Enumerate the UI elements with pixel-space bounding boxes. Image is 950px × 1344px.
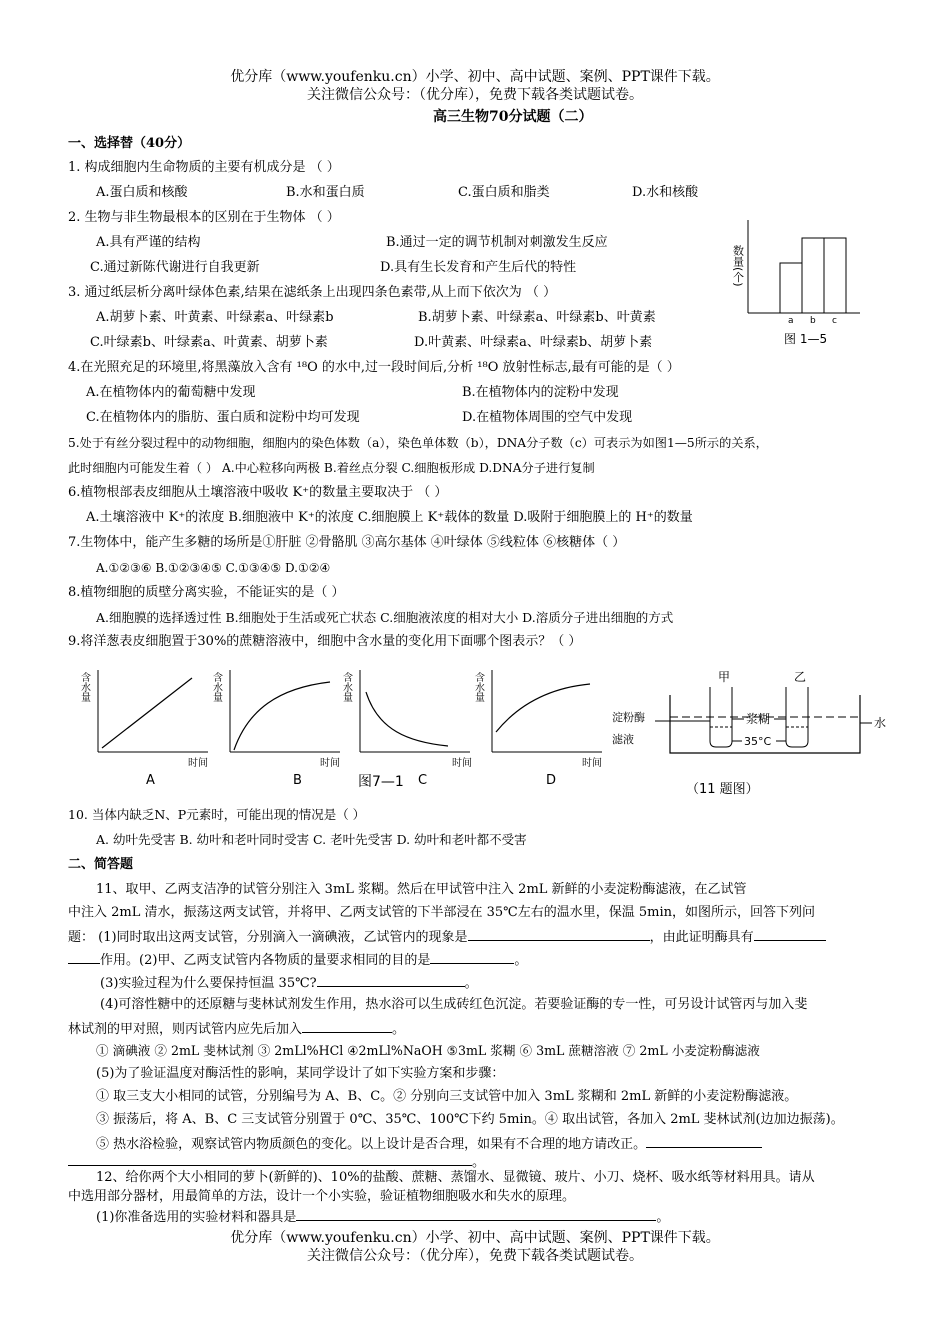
q8-options: A.细胞膜的选择透过性 B.细胞处于生活或死亡状态 C.细胞液浓度的相对大小 D.溶质分子进出细胞的方式 <box>96 610 674 625</box>
q2-stem: 2. 生物与非生物最根本的区别在于生物体 （ ） <box>68 210 340 225</box>
q2-option-d: D.具有生长发育和产生后代的特性 <box>380 260 577 275</box>
graph-c <box>341 670 473 788</box>
q5-line-2: 此时细胞内可能发生着（ ） A.中心粒移向两极 B.着丝点分裂 C.细胞板形成 D.DNA分子进行复制 <box>68 461 595 475</box>
q11-para-11: ③ 振荡后，将 A、B、C 三支试管分别置于 0℃、35℃、100℃下约 5min。④ 取出试管，各加入 2mL 斐林试剂(边加边振荡)。 <box>96 1112 844 1127</box>
section-choice-heading: 一、选择替（40分） <box>68 136 191 151</box>
fig11-paste: 浆糊 <box>746 712 771 726</box>
q4-option-c: C.在植物体内的脂肪、蛋白质和淀粉中均可发现 <box>86 410 360 425</box>
q4-option-d: D.在植物体周围的空气中发现 <box>462 410 633 425</box>
fig11-temp: 35°C <box>744 735 772 748</box>
q11-q4-text: 林试剂的甲对照，则丙试管内应先后加入 <box>68 1022 303 1037</box>
graph-a <box>79 670 209 788</box>
graph-a-label: A <box>146 773 155 788</box>
q11-q1-blank[interactable] <box>468 926 650 941</box>
graph-c-xlabel: 时间 <box>452 758 472 769</box>
fig15-bar-c <box>824 238 846 313</box>
q12-para-1: 12、给你两个大小相同的萝卜(新鲜的)、10%的盐酸、蔗糖、蒸馏水、显微镜、玻片、小刀、烧杯、吸水纸等材料用具。请从 <box>96 1170 815 1185</box>
q11-para-9: (5)为了验证温度对酶活性的影响，某同学设计了如下实验方案和步骤： <box>96 1066 505 1081</box>
q11-q2-blank[interactable] <box>430 949 514 964</box>
header-line-2: 关注微信公众号：（优分库），免费下载各类试题试卷。 <box>307 87 643 103</box>
fig15-bar-b <box>802 238 824 313</box>
graph-b-label: B <box>293 773 302 788</box>
q4-option-b: B.在植物体内的淀粉中发现 <box>462 385 619 400</box>
fig15-bar-label-a: a <box>788 316 794 326</box>
q2-option-a: A.具有严谨的结构 <box>96 235 201 250</box>
fig71-caption: 图7—1 <box>358 774 404 790</box>
fig11-enzyme-1: 淀粉酶 <box>612 711 645 724</box>
q11-para-1: 11、取甲、乙两支洁净的试管分别注入 3mL 浆糊。然后在甲试管中注入 2mL 新鲜的小麦淀粉酶滤液，在乙试管 <box>96 882 747 897</box>
q1-option-b: B.水和蛋白质 <box>286 185 365 200</box>
graph-d-label: D <box>546 773 557 788</box>
fig15-bar-label-b: b <box>810 316 816 326</box>
q11-q5-end: 。 <box>472 1155 486 1170</box>
q11-reagent-list: ① 滴碘液 ② 2mL 斐林试剂 ③ 2mLl%HCl ④2mLl%NaOH ⑤3mL 浆糊 ⑥ 3mL 蔗糖溶液 ⑦ 2mL 小麦淀粉酶滤液 <box>96 1043 760 1058</box>
fig11-yi: 乙 <box>794 670 807 684</box>
fig15-caption: 图 1—5 <box>784 332 828 346</box>
q11-q1-text-2: ，由此证明酶具有 <box>649 930 754 945</box>
q5-line-1: 5.处于有丝分裂过程中的动物细胞，细胞内的染色体数（a），染色单体数（b），DNA分子数（c）可表示为如图1—5所示的关系， <box>68 436 768 450</box>
q12-para-2: 中选用部分器材，用最简单的方法，设计一个小实验，验证植物细胞吸水和失水的原理。 <box>68 1189 576 1204</box>
q1-stem: 1. 构成细胞内生命物质的主要有机成分是 （ ） <box>68 160 340 175</box>
q11-q3-end: 。 <box>464 976 478 991</box>
q11-q4-blank[interactable] <box>302 1018 392 1033</box>
q11-q5-blank[interactable] <box>646 1133 762 1148</box>
figure-1-5 <box>730 215 870 350</box>
q11-q5-blank-2[interactable] <box>68 1151 472 1166</box>
q3-option-c: C.叶绿素b、叶绿素a、叶黄素、胡萝卜素 <box>90 335 328 350</box>
graph-a-xlabel: 时间 <box>188 758 208 769</box>
fig15-bar-label-c: c <box>832 316 837 326</box>
q12-para-3 <box>96 1206 669 1228</box>
fig15-ylabel: 数量(个) <box>731 245 745 287</box>
q11-para-2: 中注入 2mL 清水，振荡这两支试管，并将甲、乙两支试管的下半部浸在 35℃左右的温水里，保温 5min，如图所示，回答下列问 <box>68 905 815 920</box>
q11-q2-text: 作用。(2)甲、乙两支试管内各物质的量要求相同的目的是 <box>100 953 431 968</box>
graph-b-xlabel: 时间 <box>320 758 340 769</box>
q8-stem: 8.植物细胞的质壁分离实验，不能证实的是（ ） <box>68 585 345 600</box>
graph-b <box>211 670 341 788</box>
q2-option-b: B.通过一定的调节机制对刺激发生反应 <box>386 235 608 250</box>
q11-para-7 <box>68 1018 405 1040</box>
fig11-jia: 甲 <box>718 670 731 684</box>
q11-para-4 <box>68 949 527 971</box>
q4-stem: 4.在光照充足的环境里,将黑藻放入含有 ¹⁸O 的水中,过一段时间后,分析 ¹⁸O 放射性标志,最有可能的是（ ） <box>68 360 680 375</box>
q11-para-5 <box>100 972 478 994</box>
fig11-enzyme-2: 滤液 <box>612 733 634 746</box>
q12-q1-blank[interactable] <box>296 1206 656 1221</box>
graph-d <box>473 670 603 788</box>
page-title: 高三生物70分试题（二） <box>433 109 593 125</box>
q7-stem: 7.生物体中，能产生多糖的场所是①肝脏 ②骨骼肌 ③高尔基体 ④叶绿体 ⑤线粒体 ⑥核糖体（ ） <box>68 535 626 550</box>
header-line-1: 优分库（www.youfenku.cn）小学、初中、高中试题、案例、PPT课件下载。 <box>230 69 720 85</box>
q3-option-d: D.叶黄素、叶绿素a、叶绿素b、胡萝卜素 <box>414 335 653 350</box>
q11-para-6: (4)可溶性糖中的还原糖与斐林试剂发生作用，热水浴可以生成砖红色沉淀。若要验证酶的专一性，可另设计试管丙与加入斐 <box>100 997 808 1012</box>
q11-q3-blank[interactable] <box>317 972 465 987</box>
fig15-bar-a <box>780 263 802 313</box>
graph-c-label: C <box>418 773 428 788</box>
q11-q1-blank-2[interactable] <box>754 926 826 941</box>
footer-line-1: 优分库（www.youfenku.cn）小学、初中、高中试题、案例、PPT课件下载。 <box>230 1230 720 1246</box>
q11-q1-text: 题： (1)同时取出这两支试管，分别滴入一滴碘液，乙试管内的现象是 <box>68 930 468 945</box>
footer-line-2: 关注微信公众号：（优分库），免费下载各类试题试卷。 <box>307 1248 643 1264</box>
graph-a-ylabel: 含水量 <box>78 672 90 702</box>
q11-q3-text: (3)实验过程为什么要保持恒温 35℃? <box>100 976 317 991</box>
graph-d-ylabel: 含水量 <box>472 672 484 702</box>
q10-stem: 10. 当体内缺乏N、P元素时，可能出现的情况是（ ） <box>68 807 366 822</box>
q11-q5-text: ⑤ 热水浴检验，观察试管内物质颜色的变化。以上设计是否合理，如果有不合理的地方请改正。 <box>96 1137 647 1152</box>
graph-c-ylabel: 含水量 <box>340 672 352 702</box>
q3-stem: 3. 通过纸层析分离叶绿体色素,结果在滤纸条上出现四条色素带,从上而下依次为 （ ） <box>68 285 557 300</box>
figure-7-1 <box>68 660 628 790</box>
q6-stem: 6.植物根部表皮细胞从土壤溶液中吸收 K⁺的数量主要取决于 （ ） <box>68 485 448 500</box>
q4-option-a: A.在植物体内的葡萄糖中发现 <box>86 385 256 400</box>
graph-d-xlabel: 时间 <box>582 758 602 769</box>
q11-para-3 <box>68 926 826 948</box>
q3-option-b: B.胡萝卜素、叶绿素a、叶绿素b、叶黄素 <box>418 310 656 325</box>
q11-q4-end: 。 <box>392 1022 406 1037</box>
q10-options: A. 幼叶先受害 B. 幼叶和老叶同时受害 C. 老叶先受害 D. 幼叶和老叶都不受害 <box>96 832 527 847</box>
q1-option-c: C.蛋白质和脂类 <box>458 185 550 200</box>
q7-options: A.①②③⑥ B.①②③④⑤ C.①③④⑤ D.①②④ <box>96 561 331 575</box>
q12-q1-end: 。 <box>656 1210 670 1225</box>
q11-q2-end: 。 <box>514 953 528 968</box>
q3-option-a: A.胡萝卜素、叶黄素、叶绿素a、叶绿素b <box>96 310 334 325</box>
q12-q1-text: (1)你准备选用的实验材料和器具是 <box>96 1210 297 1225</box>
fig11-caption: （11 题图） <box>686 782 759 797</box>
q6-options: A.土壤溶液中 K⁺的浓度 B.细胞液中 K⁺的浓度 C.细胞膜上 K⁺载体的数量 D.吸附于细胞膜上的 H⁺的数量 <box>86 510 693 525</box>
q11-q2-blank-lead[interactable] <box>68 949 100 964</box>
q1-option-a: A.蛋白质和核酸 <box>96 185 188 200</box>
fig11-water: 水 <box>874 716 887 730</box>
q1-option-d: D.水和核酸 <box>632 185 699 200</box>
q11-para-10: ① 取三支大小相同的试管，分别编号为 A、B、C。② 分别向三支试管中加入 3mL 浆糊和 2mL 新鲜的小麦淀粉酶滤液。 <box>96 1089 798 1104</box>
q2-option-c: C.通过新陈代谢进行自我更新 <box>90 260 260 275</box>
graph-b-ylabel: 含水量 <box>210 672 222 702</box>
q9-stem: 9.将洋葱表皮细胞置于30%的蔗糖溶液中，细胞中含水量的变化用下面哪个图表示？（ ） <box>68 634 582 649</box>
section-short-answer-heading: 二、简答题 <box>68 857 134 872</box>
figure-11-apparatus <box>610 665 900 805</box>
